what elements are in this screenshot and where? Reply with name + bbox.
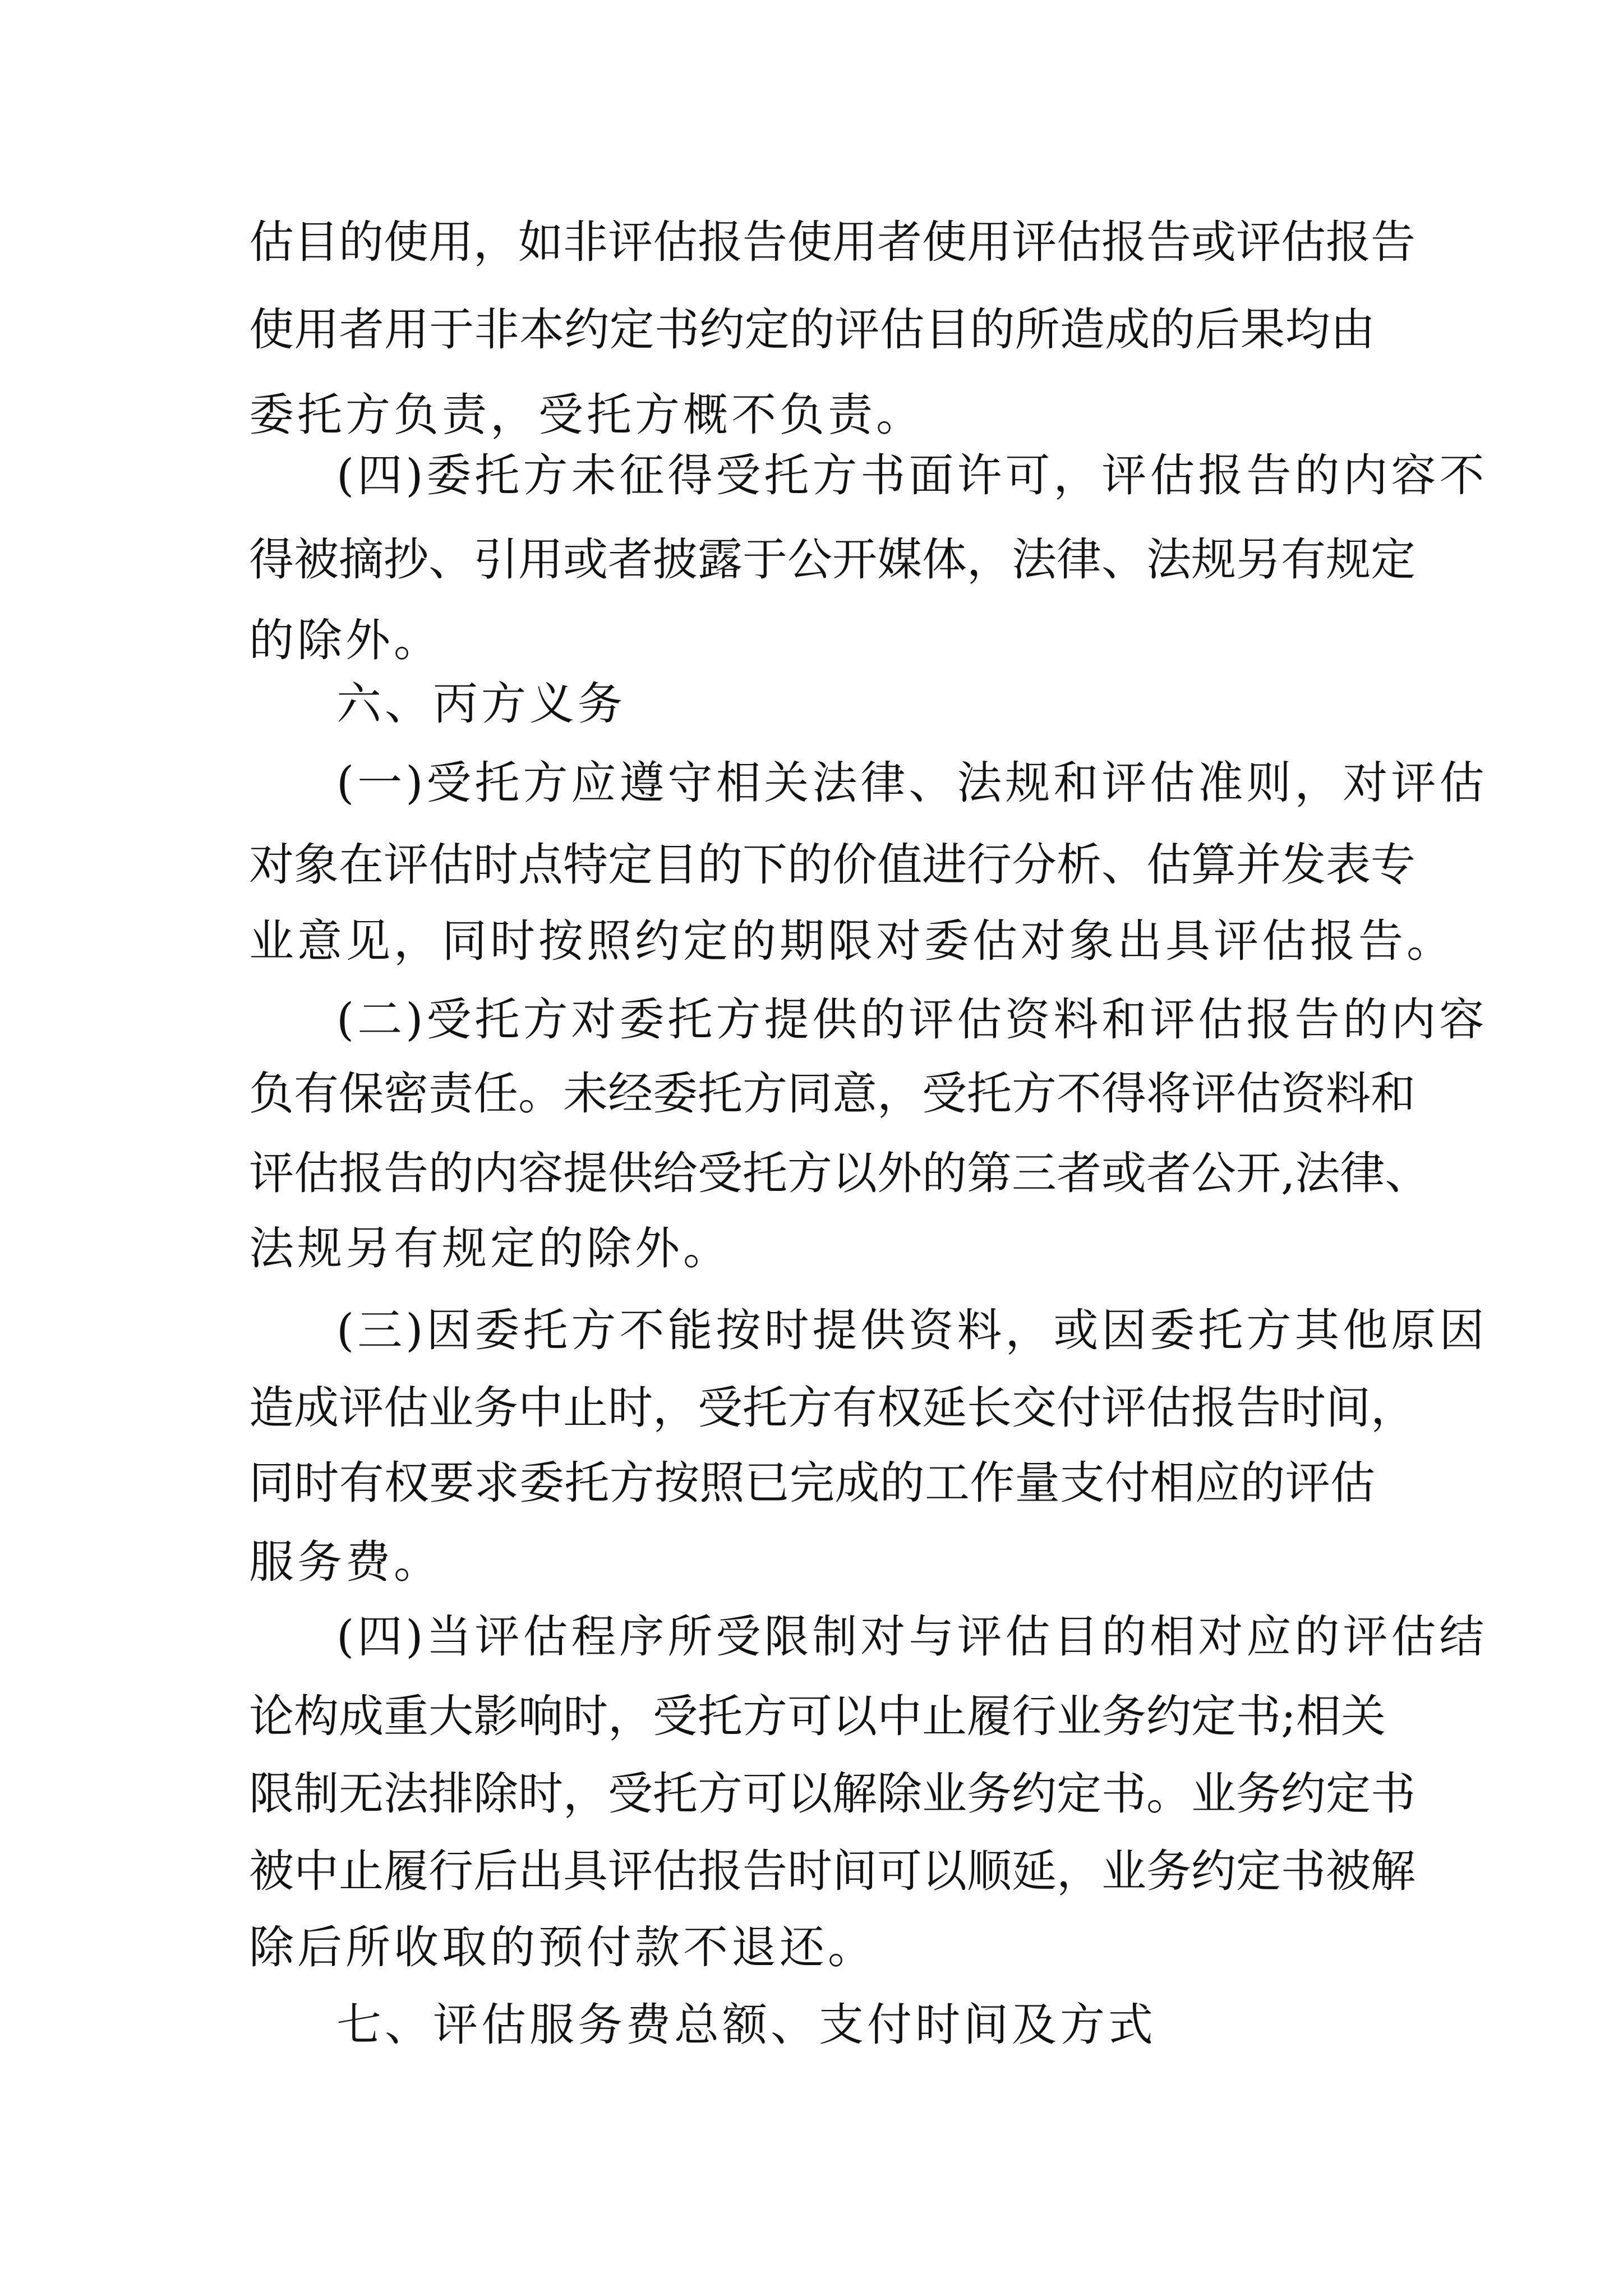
- text-line: 的除外。: [249, 614, 442, 666]
- text-line: 业意见，同时按照约定的期限对委估对象出具评估报告。: [249, 915, 1455, 967]
- text-line: 得被摘抄、引用或者披露于公开媒体，法律、法规另有规定: [249, 533, 1415, 586]
- text-line: 限制无法排除时，受托方可以解除业务约定书。业务约定书: [249, 1768, 1415, 1820]
- text-line: (二)受托方对委托方提供的评估资料和评估报告的内容: [336, 993, 1488, 1046]
- text-line: (一)受托方应遵守相关法律、法规和评估准则，对评估: [336, 757, 1488, 809]
- text-line: (三)因委托方不能按时提供资料，或因委托方其他原因: [336, 1304, 1488, 1356]
- text-line: 负有保密责任。未经委托方同意，受托方不得将评估资料和: [249, 1068, 1415, 1120]
- text-line: 评估报告的内容提供给受托方以外的第三者或者公开,法律、: [249, 1147, 1430, 1199]
- text-line: (四)委托方未征得受托方书面许可，评估报告的内容不: [336, 449, 1488, 501]
- section-heading: 六、丙方义务: [336, 678, 626, 730]
- text-line: 估目的使用，如非评估报告使用者使用评估报告或评估报告: [249, 216, 1415, 268]
- text-line: 造成评估业务中止时，受托方有权延长交付评估报告时间，: [249, 1382, 1415, 1434]
- text-line: 被中止履行后出具评估报告时间可以顺延，业务约定书被解: [249, 1845, 1415, 1897]
- text-line: (四)当评估程序所受限制对与评估目的相对应的评估结: [336, 1611, 1488, 1663]
- text-line: 对象在评估时点特定目的下的价值进行分析、估算并发表专: [249, 839, 1415, 891]
- section-heading: 七、评估服务费总额、支付时间及方式: [336, 1999, 1156, 2051]
- text-line: 使用者用于非本约定书约定的评估目的所造成的后果均由: [249, 303, 1375, 356]
- text-line: 同时有权要求委托方按照已完成的工作量支付相应的评估: [249, 1457, 1375, 1509]
- text-line: 服务费。: [249, 1536, 442, 1588]
- text-line: 法规另有规定的除外。: [249, 1222, 731, 1274]
- text-line: 委托方负责，受托方概不负责。: [249, 389, 924, 441]
- text-line: 论构成重大影响时，受托方可以中止履行业务约定书;相关: [249, 1690, 1386, 1742]
- text-line: 除后所收取的预付款不退还。: [249, 1921, 876, 1973]
